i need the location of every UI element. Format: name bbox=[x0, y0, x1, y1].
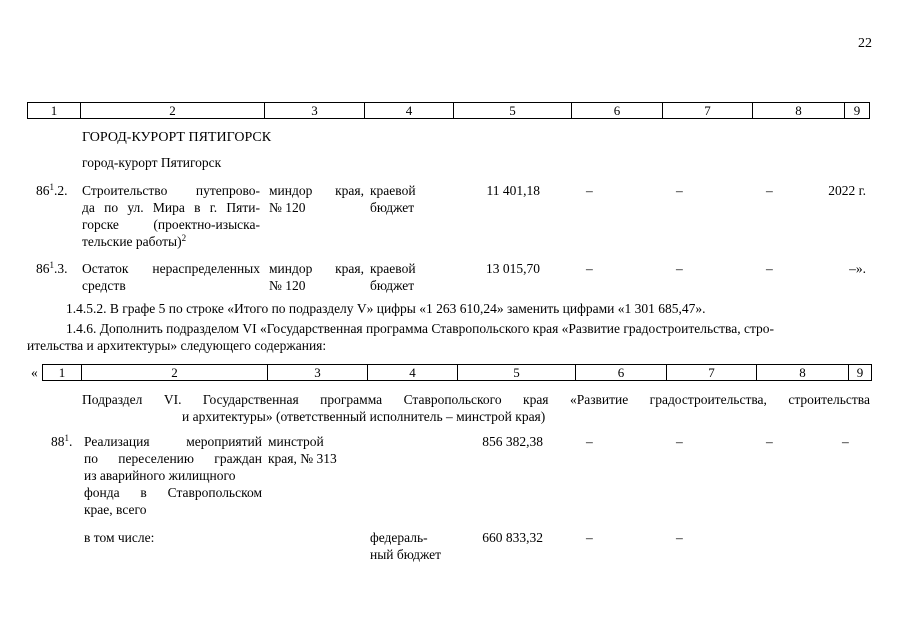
header-cell-9: 9 bbox=[844, 103, 869, 118]
header-cell-2: 2 bbox=[80, 103, 264, 118]
row-number: $86^1.3$. bbox=[36, 260, 68, 276]
row-authority: миндор края, № 120 bbox=[269, 183, 364, 215]
row-col7: – bbox=[676, 434, 683, 449]
row-amount: 856 382,38 bbox=[482, 434, 543, 449]
row-budget: федераль- ный бюджет bbox=[370, 530, 442, 562]
header-cell-5: 5 bbox=[453, 103, 571, 118]
header-cell-8: 8 bbox=[752, 103, 844, 118]
row-amount: 13 015,70 bbox=[486, 261, 540, 276]
paragraph-2-line-1: 1.4.6. Дополнить подразделом VI «Государственная программа Ставропольского края «Развитие градостроительства, стро- bbox=[66, 321, 775, 336]
page-number: 22 bbox=[858, 36, 872, 51]
including-label: в том числе: bbox=[84, 530, 155, 545]
header-cell-1: 1 bbox=[50, 103, 58, 118]
row-name: Строительство путепрово- да по ул. Мира в г. Пяти- горске (проектно-изыска- тельские работы)$^2$ bbox=[82, 183, 260, 249]
row-col7: – bbox=[676, 261, 683, 276]
header-cell-1: 1 bbox=[58, 365, 66, 380]
header-cell-3: 3 bbox=[264, 103, 364, 118]
row-col8: – bbox=[766, 183, 773, 198]
table2-header bbox=[42, 364, 872, 381]
row-name: Реализация мероприятий по переселению граждан из аварийного жилищного фонда в Ставропольском крае, всего bbox=[84, 434, 262, 517]
row-amount: 11 401,18 bbox=[486, 183, 540, 198]
subsection-title: город-курорт Пятигорск bbox=[82, 155, 222, 170]
row-col7: – bbox=[676, 183, 683, 198]
row-col8: – bbox=[766, 261, 773, 276]
row-amount: 660 833,32 bbox=[482, 530, 543, 545]
paragraph-1: 1.4.5.2. В графе 5 по строке «Итого по подразделу V» цифры «1 263 610,24» заменить цифрами «1 301 685,47». bbox=[66, 301, 706, 316]
row-authority: миндор края, № 120 bbox=[269, 261, 364, 293]
header-cell-5: 5 bbox=[457, 365, 575, 380]
row-budget: краевой бюджет bbox=[370, 261, 416, 293]
row-col6: – bbox=[586, 183, 593, 198]
header-cell-8: 8 bbox=[756, 365, 848, 380]
row-col6: – bbox=[586, 261, 593, 276]
row-col9: –». bbox=[849, 261, 866, 276]
opening-quote: « bbox=[31, 365, 38, 380]
header-cell-6: 6 bbox=[575, 365, 666, 380]
subsection-vi-title-line-2: и архитектуры» (ответственный исполнитель – минстрой края) bbox=[182, 409, 546, 424]
row-col9: 2022 г. bbox=[828, 183, 866, 198]
row-budget: краевой бюджет bbox=[370, 183, 416, 215]
row-col9: – bbox=[842, 434, 849, 449]
header-cell-6: 6 bbox=[571, 103, 662, 118]
row-col7: – bbox=[676, 530, 683, 545]
header-cell-7: 7 bbox=[662, 103, 752, 118]
header-cell-9: 9 bbox=[848, 365, 871, 380]
subsection-vi-title-line-1: Подраздел VI. Государственная программа Ставропольского края «Развитие градостроительства, строительства bbox=[82, 392, 870, 407]
header-cell-2: 2 bbox=[81, 365, 267, 380]
row-col6: – bbox=[586, 434, 593, 449]
row-name: Остаток нераспределенных средств bbox=[82, 261, 260, 293]
table1-header bbox=[27, 102, 870, 119]
row-number: $88^1$. bbox=[51, 433, 73, 449]
header-cell-4: 4 bbox=[367, 365, 457, 380]
section-title: ГОРОД-КУРОРТ ПЯТИГОРСК bbox=[82, 130, 272, 145]
header-cell-7: 7 bbox=[666, 365, 756, 380]
row-authority: минстрой края, № 313 bbox=[268, 434, 337, 466]
header-cell-3: 3 bbox=[267, 365, 367, 380]
paragraph-2-line-2: ительства и архитектуры» следующего содержания: bbox=[27, 338, 327, 353]
header-cell-4: 4 bbox=[364, 103, 453, 118]
row-col6: – bbox=[586, 530, 593, 545]
row-number: $86^1.2$. bbox=[36, 182, 68, 198]
row-col8: – bbox=[766, 434, 773, 449]
